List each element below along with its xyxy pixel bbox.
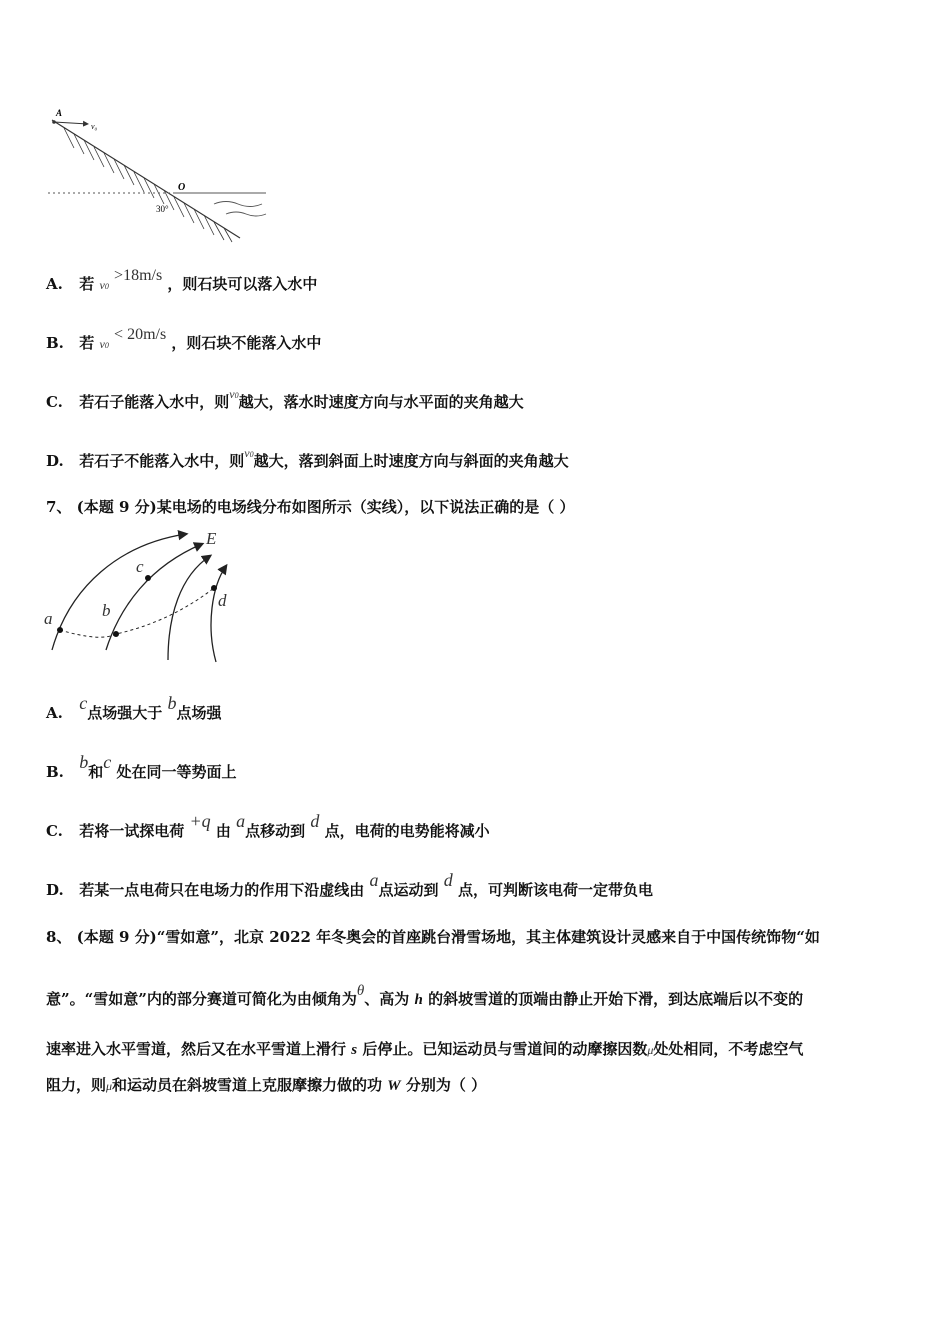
option-text: 若 xyxy=(79,334,95,352)
option-letter: A. xyxy=(46,275,63,293)
option-text-post: 点场强 xyxy=(176,704,222,722)
field-line-3 xyxy=(168,556,210,660)
condition: >18m/s xyxy=(114,267,163,284)
q6-option-d xyxy=(46,446,569,471)
option-letter: C. xyxy=(46,822,63,840)
option-letter: A. xyxy=(46,704,63,722)
q8-text: 速率进入水平雪道，然后又在水平雪道上滑行 xyxy=(46,1040,347,1058)
point-b xyxy=(113,631,119,637)
var-d: d xyxy=(443,870,453,890)
label-c: c xyxy=(136,557,144,576)
option-letter: D. xyxy=(46,452,64,470)
var-h: h xyxy=(414,992,423,1008)
q8-line-2 xyxy=(46,983,804,1009)
q8-text: 的斜坡雪道的顶端由静止开始下滑，到达底端后以不变的 xyxy=(428,990,804,1008)
option-text-post: 处在同一等势面上 xyxy=(116,763,237,781)
label-A: A xyxy=(56,108,63,118)
wave-2 xyxy=(226,212,266,216)
sub-0: 0 xyxy=(249,450,254,459)
label-E: E xyxy=(206,529,217,548)
var-a: a xyxy=(236,811,246,831)
condition: < 20m/s xyxy=(114,326,167,343)
option-letter: D. xyxy=(46,881,64,899)
q8-text: 后停止。已知运动员与雪道间的动摩擦因数 xyxy=(362,1040,648,1058)
option-text: 若 xyxy=(79,275,95,293)
var-a: a xyxy=(369,870,379,890)
label-angle: 30° xyxy=(156,204,169,214)
field-figure xyxy=(40,526,250,666)
option-text: 若石子不能落入水中，则 xyxy=(79,452,245,470)
q7-option-c xyxy=(46,811,490,841)
option-text-post: ，则石块可以落入水中 xyxy=(167,275,318,293)
sub-0: 0 xyxy=(104,341,109,350)
option-text-post: 点，电荷的电势能将减小 xyxy=(324,822,490,840)
q8-text: 分别为（ ） xyxy=(405,1076,487,1094)
var-b: b xyxy=(167,693,177,713)
var-d: d xyxy=(310,811,320,831)
label-v0: v₀ xyxy=(91,122,98,131)
point-c xyxy=(145,575,151,581)
q7-option-d xyxy=(46,870,653,900)
var-mu: μ xyxy=(647,1043,654,1057)
var-mu: μ xyxy=(106,1079,113,1093)
var-W: W xyxy=(387,1078,401,1094)
stone-point xyxy=(52,120,56,124)
option-text: 点运动到 xyxy=(378,881,439,899)
var-c: c xyxy=(103,752,112,772)
option-text-post: 越大，落到斜面上时速度方向与斜面的夹角越大 xyxy=(253,452,569,470)
var-v: v xyxy=(99,278,105,292)
option-text: 和 xyxy=(88,763,104,781)
point-a xyxy=(57,627,63,633)
var-b: b xyxy=(79,752,89,772)
label-d: d xyxy=(218,591,227,610)
option-text-post: 点，可判断该电荷一定带负电 xyxy=(457,881,653,899)
label-b: b xyxy=(102,601,111,620)
incline-figure xyxy=(44,104,274,244)
option-text-post: 越大，落水时速度方向与水平面的夹角越大 xyxy=(238,393,524,411)
charge-q: +q xyxy=(189,811,211,831)
q6-option-c xyxy=(46,387,524,412)
q8-line-4 xyxy=(46,1074,486,1095)
option-text: 若某一点电荷只在电场力的作用下沿虚线由 xyxy=(79,881,365,899)
label-a: a xyxy=(44,609,53,628)
field-line-2 xyxy=(106,544,202,650)
sub-0: 0 xyxy=(234,391,239,400)
var-v: v xyxy=(244,446,250,460)
sub-0: 0 xyxy=(104,282,109,291)
q8-text: 意”。“雪如意”内的部分赛道可简化为由倾角为 xyxy=(46,990,357,1008)
q6-option-b xyxy=(46,326,322,353)
q8-text: 和运动员在斜坡雪道上克服摩擦力做的功 xyxy=(112,1076,383,1094)
q8-text: 、高为 xyxy=(364,990,410,1008)
q8-text: 阻力，则 xyxy=(46,1076,107,1094)
q7-option-a xyxy=(46,693,222,723)
option-text: 点场强大于 xyxy=(87,704,163,722)
q8-line-1: 8、 (本题 9 分)“雪如意”，北京 2022 年冬奥会的首座跳台滑雪场地，其主体建筑设计灵感来自于中国传统饰物“如 xyxy=(46,928,820,946)
option-text: 若石子能落入水中，则 xyxy=(79,393,230,411)
label-O: O xyxy=(178,182,186,193)
v0-arrow xyxy=(54,122,88,124)
var-s: s xyxy=(351,1042,358,1058)
field-line-4 xyxy=(211,566,226,662)
option-text: 点移动到 xyxy=(245,822,306,840)
var-v: v xyxy=(99,337,105,351)
dashed-trajectory xyxy=(60,588,214,637)
point-d xyxy=(211,585,217,591)
option-text-post: ，则石块不能落入水中 xyxy=(171,334,322,352)
incline-line xyxy=(52,120,240,238)
q7-option-b xyxy=(46,752,237,782)
wave-1 xyxy=(214,202,262,207)
q6-option-a xyxy=(46,267,318,294)
var-v: v xyxy=(229,387,235,401)
field-line-1 xyxy=(52,534,186,650)
option-text: 若将一试探电荷 xyxy=(79,822,185,840)
var-c: c xyxy=(79,693,88,713)
option-letter: C. xyxy=(46,393,63,411)
var-theta: θ xyxy=(356,983,365,999)
q8-line-3 xyxy=(46,1038,803,1059)
incline-hatching xyxy=(64,128,232,242)
q8-text: 处处相同，不考虑空气 xyxy=(653,1040,804,1058)
option-letter: B. xyxy=(46,334,64,352)
option-text: 由 xyxy=(215,822,231,840)
option-letter: B. xyxy=(46,763,64,781)
q7-stem: 7、 (本题 9 分)某电场的电场线分布如图所示（实线），以下说法正确的是（ ） xyxy=(46,498,575,516)
